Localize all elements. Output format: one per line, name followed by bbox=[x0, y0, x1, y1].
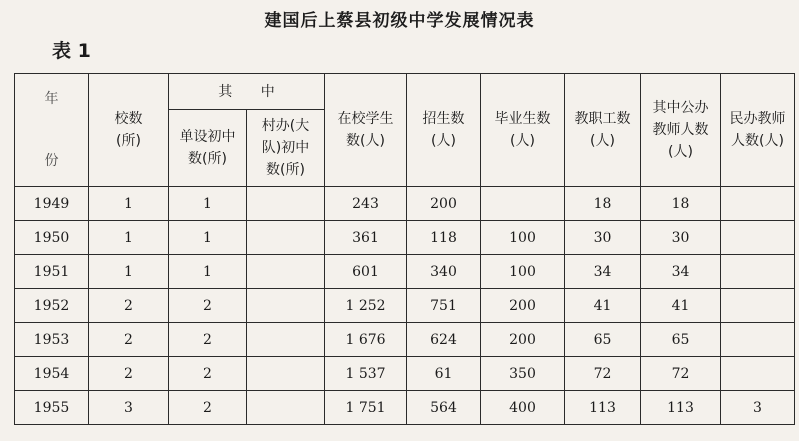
cell-admitted: 61 bbox=[407, 357, 481, 391]
cell-private bbox=[721, 289, 795, 323]
cell-enrolled: 1 676 bbox=[325, 323, 407, 357]
header-public-teachers bbox=[641, 74, 721, 187]
cell-staff: 113 bbox=[565, 391, 641, 425]
header-line: 单设初中 bbox=[179, 129, 236, 146]
cell-graduates: 200 bbox=[481, 289, 565, 323]
cell-year: 1952 bbox=[15, 289, 89, 323]
header-line: 校数 bbox=[114, 111, 143, 127]
header-line: 数(人) bbox=[346, 133, 385, 149]
header-enrolled bbox=[325, 74, 407, 187]
cell-schools: 2 bbox=[89, 323, 169, 357]
cell-standalone: 1 bbox=[169, 187, 247, 221]
table-row bbox=[15, 391, 795, 425]
header-line: 人数(人) bbox=[731, 133, 784, 149]
cell-public: 72 bbox=[641, 357, 721, 391]
cell-year: 1953 bbox=[15, 323, 89, 357]
header-line: 教职工数 bbox=[574, 111, 631, 127]
header-year-top: 年 bbox=[44, 91, 59, 107]
header-line: (所) bbox=[116, 133, 141, 149]
table-label: 表 1 bbox=[52, 40, 91, 62]
cell-standalone: 1 bbox=[169, 221, 247, 255]
cell-schools: 1 bbox=[89, 187, 169, 221]
cell-admitted: 200 bbox=[407, 187, 481, 221]
cell-graduates: 100 bbox=[481, 221, 565, 255]
header-admitted bbox=[407, 74, 481, 187]
cell-enrolled: 243 bbox=[325, 187, 407, 221]
cell-year: 1951 bbox=[15, 255, 89, 289]
header-private-teachers bbox=[721, 74, 795, 187]
header-line: 招生数 bbox=[422, 111, 465, 127]
cell-standalone: 1 bbox=[169, 255, 247, 289]
header-standalone bbox=[169, 110, 247, 187]
cell-schools: 1 bbox=[89, 221, 169, 255]
cell-enrolled: 1 252 bbox=[325, 289, 407, 323]
header-line: (人) bbox=[510, 133, 535, 149]
cell-graduates: 200 bbox=[481, 323, 565, 357]
cell-admitted: 564 bbox=[407, 391, 481, 425]
cell-standalone: 2 bbox=[169, 323, 247, 357]
cell-admitted: 118 bbox=[407, 221, 481, 255]
header-line: 数(所) bbox=[266, 162, 305, 179]
header-line: (人) bbox=[590, 133, 615, 149]
cell-standalone: 2 bbox=[169, 391, 247, 425]
cell-village bbox=[247, 289, 325, 323]
cell-private: 3 bbox=[721, 391, 795, 425]
cell-standalone: 2 bbox=[169, 357, 247, 391]
cell-staff: 34 bbox=[565, 255, 641, 289]
cell-graduates: 400 bbox=[481, 391, 565, 425]
cell-enrolled: 1 537 bbox=[325, 357, 407, 391]
cell-graduates bbox=[481, 187, 565, 221]
cell-enrolled: 601 bbox=[325, 255, 407, 289]
header-year bbox=[15, 74, 89, 187]
cell-enrolled: 361 bbox=[325, 221, 407, 255]
table-row bbox=[15, 357, 795, 391]
cell-village bbox=[247, 357, 325, 391]
cell-enrolled: 1 751 bbox=[325, 391, 407, 425]
cell-schools: 1 bbox=[89, 255, 169, 289]
cell-staff: 18 bbox=[565, 187, 641, 221]
cell-public: 30 bbox=[641, 221, 721, 255]
cell-village bbox=[247, 323, 325, 357]
cell-private bbox=[721, 357, 795, 391]
cell-public: 65 bbox=[641, 323, 721, 357]
cell-year: 1949 bbox=[15, 187, 89, 221]
cell-village bbox=[247, 255, 325, 289]
header-graduates bbox=[481, 74, 565, 187]
cell-staff: 30 bbox=[565, 221, 641, 255]
cell-private bbox=[721, 221, 795, 255]
cell-public: 18 bbox=[641, 187, 721, 221]
cell-private bbox=[721, 255, 795, 289]
cell-staff: 65 bbox=[565, 323, 641, 357]
cell-year: 1954 bbox=[15, 357, 89, 391]
cell-village bbox=[247, 391, 325, 425]
table-row bbox=[15, 187, 795, 221]
header-line: 毕业生数 bbox=[494, 111, 551, 127]
cell-graduates: 100 bbox=[481, 255, 565, 289]
header-line: 村办(大 bbox=[261, 118, 310, 135]
header-line: 教师人数 bbox=[652, 122, 709, 138]
cell-private bbox=[721, 187, 795, 221]
cell-standalone: 2 bbox=[169, 289, 247, 323]
header-line: 其中公办 bbox=[652, 100, 709, 116]
header-line: 民办教师 bbox=[729, 111, 786, 127]
cell-staff: 72 bbox=[565, 357, 641, 391]
header-line: 数(所) bbox=[188, 151, 227, 168]
header-line: (人) bbox=[668, 144, 693, 160]
cell-village bbox=[247, 187, 325, 221]
cell-public: 113 bbox=[641, 391, 721, 425]
cell-admitted: 624 bbox=[407, 323, 481, 357]
table-row bbox=[15, 255, 795, 289]
cell-graduates: 350 bbox=[481, 357, 565, 391]
cell-public: 34 bbox=[641, 255, 721, 289]
cell-admitted: 751 bbox=[407, 289, 481, 323]
header-village bbox=[247, 110, 325, 187]
header-school-count bbox=[89, 74, 169, 187]
cell-private bbox=[721, 323, 795, 357]
cell-schools: 2 bbox=[89, 357, 169, 391]
cell-village bbox=[247, 221, 325, 255]
table-row bbox=[15, 323, 795, 357]
header-staff bbox=[565, 74, 641, 187]
table-row bbox=[15, 221, 795, 255]
header-line: (人) bbox=[431, 133, 456, 149]
school-stats-table bbox=[14, 73, 795, 425]
header-year-bottom: 份 bbox=[44, 153, 59, 169]
cell-year: 1950 bbox=[15, 221, 89, 255]
cell-year: 1955 bbox=[15, 391, 89, 425]
table-row bbox=[15, 289, 795, 323]
table-title: 建国后上蔡县初级中学发展情况表 bbox=[264, 11, 535, 31]
header-line: 在校学生 bbox=[337, 111, 394, 127]
header-group-of-which: 其 中 bbox=[169, 74, 325, 110]
cell-staff: 41 bbox=[565, 289, 641, 323]
cell-schools: 3 bbox=[89, 391, 169, 425]
cell-public: 41 bbox=[641, 289, 721, 323]
header-line: 队)初中 bbox=[261, 140, 310, 157]
cell-schools: 2 bbox=[89, 289, 169, 323]
cell-admitted: 340 bbox=[407, 255, 481, 289]
